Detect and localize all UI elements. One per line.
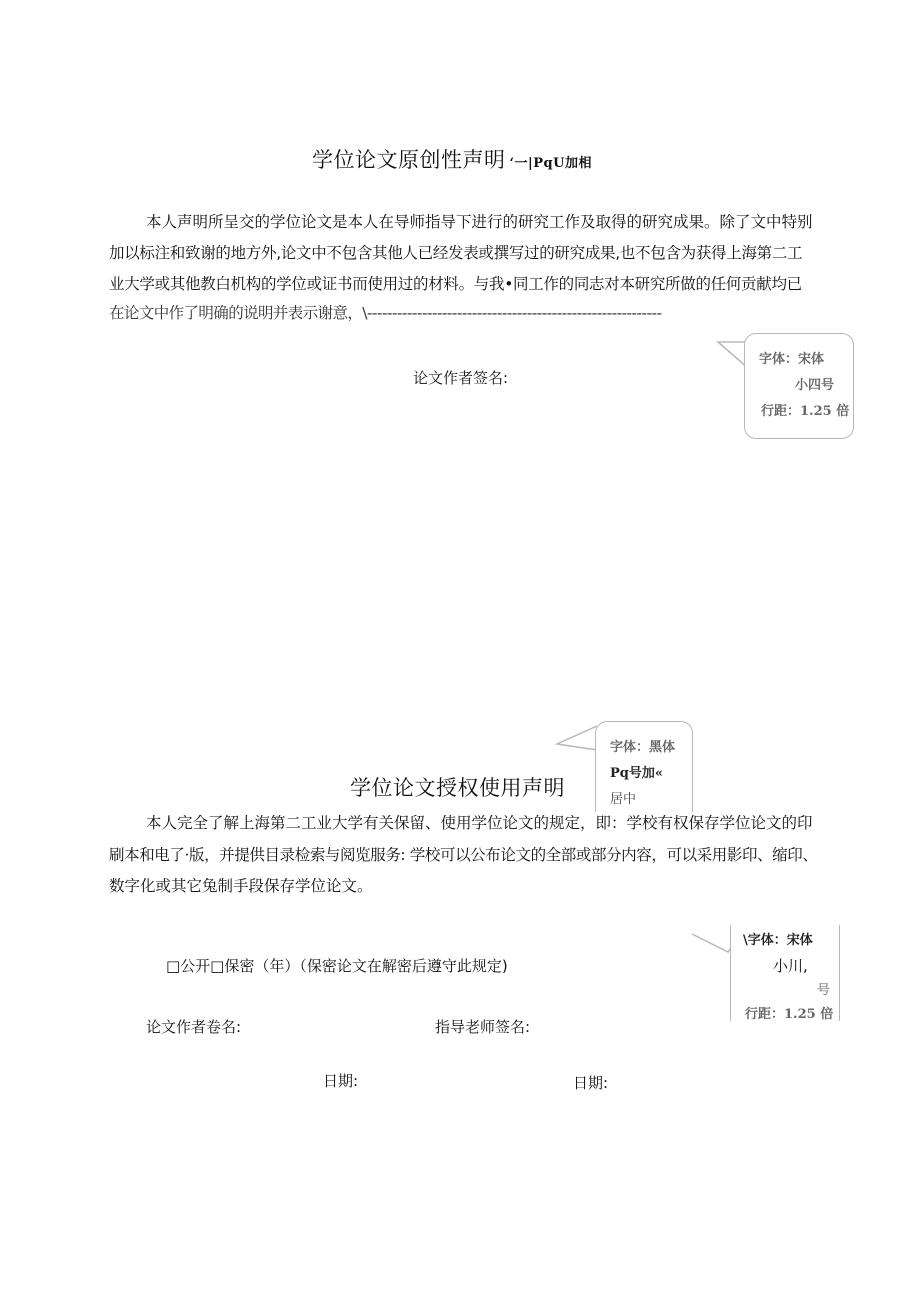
advisor-signature-label: 指导老师签名: [435,1018,531,1036]
format-note-3-box [730,925,840,1021]
originality-line-3: 业大学或其他教白机构的学位或证书而使用过的材料。与我•同工作的同志对本研究所做的任何贡献均已 [109,275,802,293]
format-note-2-line-1: 字体：黑体 [610,740,676,755]
format-note-2-line-2: Pq号加« [610,766,663,781]
advisor-date-label: 日期: [573,1074,609,1092]
format-note-1-line-3: 行距：1.25 倍 [761,404,850,419]
authorization-author-signature-label: 论文作者卷名: [146,1018,242,1036]
originality-line-1: 本人声明所呈交的学位论文是本人在导师指导下进行的研究工作及取得的研究成果。除了文中特别 [146,213,813,231]
format-note-3-line-2: 小川, [773,957,808,975]
format-note-2-box [595,721,693,812]
originality-line-2: 加以标注和致谢的地方外,论文中不包含其他人已经发表或撰写过的研究成果,也不包含为获得上海第二工 [109,244,803,262]
originality-author-signature-label: 论文作者签名: [413,369,509,387]
originality-title [312,144,592,174]
format-note-3-line-1: \字体：宋体 [743,933,813,948]
authorization-line-3: 数字化或其它兔制手段保存学位论文。 [109,877,373,895]
format-note-3-line-4: 行距：1.25 倍 [745,1007,834,1022]
author-date-label: 日期: [323,1072,359,1090]
originality-line-4: 在论文中作了明确的说明并表示谢意，\----------------------------------------------------------- [109,304,662,322]
authorization-title: 学位论文授权使用声明 [350,776,565,800]
format-note-2-line-3: 居中 [610,792,637,807]
format-note-1-line-1: 字体：宋体 [759,352,825,367]
authorization-line-2: 刷本和电了·版，并提供目录检索与阅览服务: 学校可以公布论文的全部或部分内容，可以采用影印、缩印、 [109,846,818,864]
format-note-3-line-3: 号 [791,983,831,998]
format-note-1-box [744,333,854,439]
format-note-1-line-2: 小四号 [795,378,835,393]
originality-title-suffix: ‘一|PqU加相 [509,156,592,171]
originality-title-text: 学位论文原创性声明 [312,148,506,172]
confidentiality-options[interactable]: □公开□保密（年）（保密论文在解密后遵守此规定) [166,957,508,975]
authorization-line-1: 本人完全了解上海第二工业大学有关保留、使用学位论文的规定，即：学校有权保存学位论文的印 [146,814,813,832]
